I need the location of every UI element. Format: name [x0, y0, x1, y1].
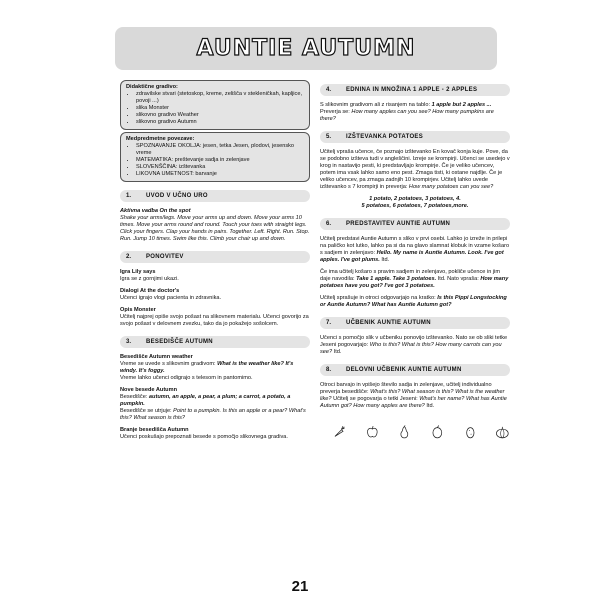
- activity-text: Igra se z gornjimi ukazi.: [120, 276, 179, 282]
- activity-title: Igra Lily says: [120, 269, 156, 275]
- section-number: 1.: [126, 192, 132, 199]
- didactic-title: Didaktične gradivo:: [126, 84, 178, 90]
- right-column: [320, 84, 510, 440]
- activity-text: Učitelj se pogovarja o tetki Jeseni:: [331, 396, 420, 402]
- example-question: Point to a pumpkin. Is this an apple or a pear? What's this? What season is this?: [120, 408, 306, 421]
- cross-item: • SLOVENŠČINA: izštevanka: [136, 164, 304, 171]
- activity-text: Učitelj najprej opiše svojo pošast na slikovnem materialu. Učenci govorijo za svojo pošast v delovnem zvezku, tako da jo pokažejo sošolcem.: [120, 314, 309, 327]
- activity-text: Vreme lahko učenci odigrajo s telesom in pantomimo.: [120, 375, 253, 381]
- section-title: PONOVITEV: [146, 253, 184, 260]
- section-number: 5.: [326, 133, 332, 140]
- activity-text: Besedišče se utrjuje:: [120, 408, 174, 414]
- title-banner: [115, 27, 497, 70]
- carrot-icon: [332, 424, 347, 440]
- activity-text: Itd.: [379, 257, 390, 263]
- activity-title: Aktivna vadba On the spot: [120, 208, 191, 214]
- section-title: BESEDIŠČE AUTUMN: [146, 338, 213, 345]
- activity-title: Besedišče Autumn weather: [120, 354, 193, 360]
- activity-text: Preverja se:: [320, 109, 352, 115]
- example-phrase: 1 apple but 2 apples ...: [431, 102, 492, 108]
- counting-rhyme: [320, 196, 510, 210]
- section-header-8: [320, 364, 510, 376]
- pear-icon: [397, 424, 412, 440]
- section-title: UČBENIK AUNTIE AUTUMN: [346, 319, 431, 326]
- activity-title: Dialogi At the doctor's: [120, 288, 180, 294]
- activity-text: Shake your arms/legs. Move your arms up and down. Move your arms 10 times. Move your arms round and round. Touch your toes with straight legs. Click your fingers. Clap your hands in pairs. Together. Left. Right. Run. Stop. Run. Jump 10 times. Swim like this. Climb your chair up and down.: [120, 215, 310, 242]
- section-title: DELOVNI UČBENIK AUNTIE AUTUMN: [346, 366, 462, 373]
- activity-block: [120, 288, 310, 302]
- section-number: 3.: [126, 338, 132, 345]
- activity-text: Itd.: [424, 403, 435, 409]
- section-header-3: [120, 336, 310, 348]
- activity-text: Učitelj sprašuje in otroci odgovarjajo na kratko:: [320, 295, 438, 301]
- section-number: 2.: [126, 253, 132, 260]
- didactic-item: • slika Monster: [136, 105, 304, 112]
- section-header-2: [120, 251, 310, 263]
- section-header-6: [320, 218, 510, 230]
- example-question: How many potatoes can you see?: [408, 184, 494, 190]
- didactic-item: • slikovno gradivo Autumn: [136, 119, 304, 126]
- activity-title: Nove besede Autumn: [120, 387, 177, 393]
- section-header-4: [320, 84, 510, 96]
- fruit-vegetable-icons: [320, 424, 510, 440]
- example-phrase: Hello. My name is Auntie Autumn. Look. I've got apples. I've got plums.: [320, 250, 504, 263]
- didactic-item: • slikovno gradivo Weather: [136, 112, 304, 119]
- rhyme-line: 5 potatoes, 6 potatoes, 7 potatoes,more.: [361, 203, 469, 209]
- activity-block: [320, 382, 510, 410]
- activity-text: Učenci s pomočjo slik v učbeniku ponovijo izštevanko. Nato se ob sliki tetke Jeseni pogovarjajo:: [320, 335, 508, 348]
- example-phrase: How many potatoes have you got? I've got 3 potatoes.: [320, 276, 509, 289]
- example-question: How many apples can you see? How many pumpkins are there?: [320, 109, 494, 122]
- cross-curricular-box: [120, 132, 310, 182]
- activity-title: Branje besedišča Autumn: [120, 427, 189, 433]
- example-phrase: Take 1 apple. Take 3 potatoes.: [356, 276, 437, 282]
- didactic-item: • zdravilske stvari (stetoskop, kreme, zelišča v stekleničkah, kapljice, povoji ...): [136, 91, 304, 105]
- cross-item: • MATEMATIKA: preštevanje sadja in zelenjave: [136, 157, 304, 164]
- section-header-1: [120, 190, 310, 202]
- apple-icon: [365, 424, 380, 440]
- activity-text: Učenci igrajo vlogi pacienta in zdravnika.: [120, 295, 222, 301]
- example-question: What's this? What season is this? What is the weather like?: [320, 389, 505, 402]
- example-phrase: Is this Pippi Longstocking or Auntie Autumn? What has Auntie Autumn got?: [320, 295, 507, 308]
- potato-icon: [463, 424, 478, 440]
- activity-block: [320, 149, 510, 191]
- activity-text: Učitelj vpraša učence, če poznajo izštevanko En kovač konja kuje. Pove, da se podobno izšteva tudi v angleščini. Izreje se krompirji. Učenci se usedejo v krog in nastavijo pesti, ki predstavljajo krompirje. Če je veliko učencev, potem ima vsak lahko samo eno pest. Zmaga tisti, ki ostane najdlje. Če je veliko učencev, pa zmaga zadnjih 10 krompirjev. Učitelj lahko uvede izštevanko s 7 krompirji in preverja:: [320, 149, 510, 190]
- example-question: What is the weather like? It's windy. It's foggy.: [120, 361, 294, 374]
- activity-block: [120, 427, 310, 441]
- activity-text: Besedišče:: [120, 394, 149, 400]
- didactic-materials-box: [120, 80, 310, 130]
- activity-text: Itd.: [332, 349, 342, 355]
- vocabulary-words: autumn, an apple, a pear, a plum; a carrot, a potato, a pumpkin.: [120, 394, 291, 407]
- page-number: 21: [291, 578, 309, 595]
- activity-block: [120, 307, 310, 328]
- activity-title: Opis Monster: [120, 307, 156, 313]
- activity-block: [120, 354, 310, 382]
- example-question: Who is this? What is this? How many carrots can you see?: [320, 342, 502, 355]
- activity-text: Učitelj predstavi Auntie Autumn s sliko v prvi osebi. Lahko jo izreže in prilepi na paličko kot lutko, lahko pa si da na glavo slamnat klobuk in vzame košaro s sadjem in zelenjavo:: [320, 236, 510, 256]
- activity-text: Učenci poskušajo prepoznati besede s pomočjo slikovnega gradiva.: [120, 434, 288, 440]
- section-title: PREDSTAVITEV AUNTIE AUTUMN: [346, 220, 451, 227]
- section-title: EDNINA IN MNOŽINA 1 APPLE - 2 APPLES: [346, 86, 478, 93]
- plum-icon: [430, 424, 445, 440]
- activity-block: [320, 269, 510, 290]
- cross-title: Medpredmetne povezave:: [126, 136, 195, 142]
- section-title: IZŠTEVANKA POTATOES: [346, 133, 424, 140]
- activity-block: [120, 387, 310, 422]
- section-header-5: [320, 131, 510, 143]
- cross-item: • LIKOVNA UMETNOST: barvanje: [136, 171, 304, 178]
- section-number: 7.: [326, 319, 332, 326]
- section-title: UVOD V UČNO URO: [146, 192, 208, 199]
- pumpkin-icon: [495, 424, 510, 440]
- activity-block: [320, 295, 510, 309]
- activity-text: Otroci barvajo in vpišejo število sadja in zelenjave, učitelj individualno preverja besedišče:: [320, 382, 492, 395]
- section-number: 8.: [326, 366, 332, 373]
- cross-item: • SPOZNAVANJE OKOLJA: jesen, tetka Jesen, plodovi, jesensko vreme: [136, 143, 304, 157]
- activity-text: Vreme se uvede s slikovnim gradivom:: [120, 361, 218, 367]
- activity-block: [320, 335, 510, 356]
- section-header-7: [320, 317, 510, 329]
- section-number: 6.: [326, 220, 332, 227]
- example-question: What's her name? What has Auntie Autumn got? How many apples are there?: [320, 396, 507, 409]
- activity-text: Če ima učitelj košaro s pravim sadjem in zelenjavo, pokliče učence in jim daje navodila:: [320, 269, 501, 282]
- activity-block: [320, 236, 510, 264]
- rhyme-line: 1 potato, 2 potatoes, 3 potatoes, 4.: [369, 196, 461, 202]
- section-number: 4.: [326, 86, 332, 93]
- activity-text: S slikovnim gradivom ali z risanjem na tablo:: [320, 102, 432, 108]
- activity-text: Itd. Nato vpraša:: [436, 276, 481, 282]
- page-title: AUNTIE AUTUMN: [196, 36, 416, 61]
- activity-block: [320, 102, 510, 123]
- left-column: [120, 80, 310, 446]
- activity-block: [120, 208, 310, 243]
- activity-block: [120, 269, 310, 283]
